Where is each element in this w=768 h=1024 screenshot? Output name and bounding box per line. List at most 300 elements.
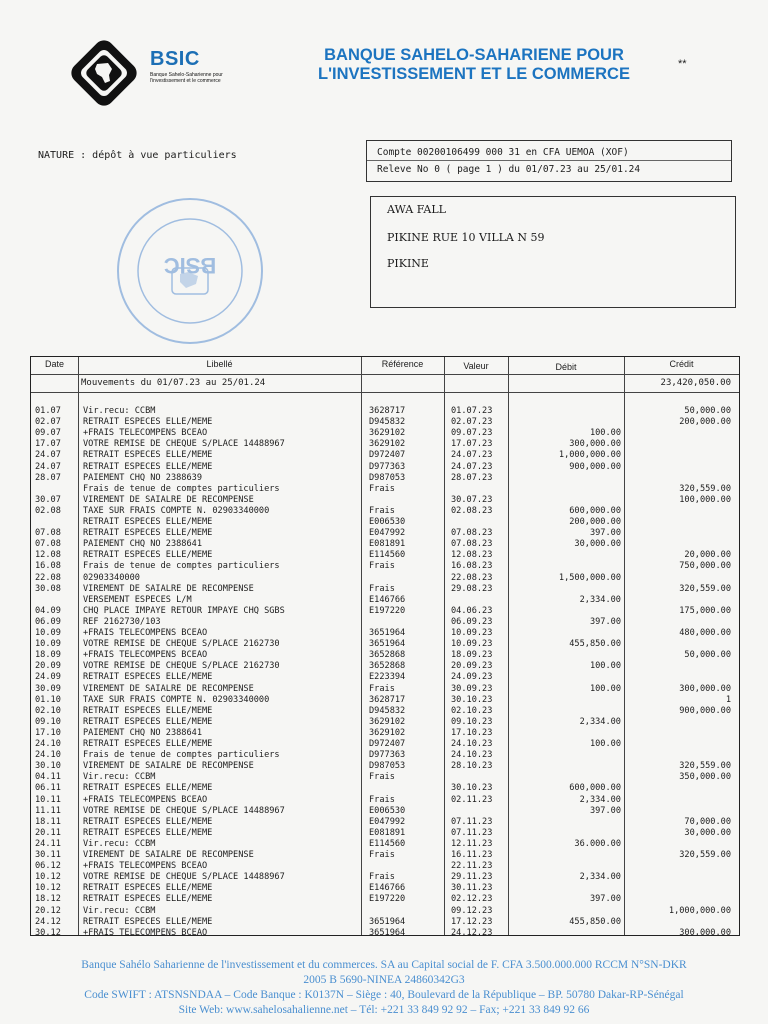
- cell-cre: 30,000.00: [684, 827, 731, 838]
- cell-date: 18.09: [35, 650, 61, 661]
- cell-lib: REF 2162730/103: [83, 616, 161, 627]
- cell-cre: 750,000.00: [679, 561, 731, 572]
- cell-ref: Frais: [369, 483, 395, 494]
- cell-ref: 3652868: [369, 661, 406, 672]
- table-row: [31, 473, 739, 484]
- cell-date: 24.07: [35, 450, 61, 461]
- cell-cre: 100,000.00: [679, 494, 731, 505]
- table-row: [31, 672, 739, 683]
- cell-ref: 3629102: [369, 716, 406, 727]
- cell-cre: 350,000.00: [679, 772, 731, 783]
- cell-val: 30.10.23: [451, 783, 493, 794]
- cell-date: 18.11: [35, 816, 61, 827]
- cell-lib: PAIEMENT CHQ NO 2388639: [83, 472, 202, 483]
- cell-ref: D977363: [369, 750, 406, 761]
- movements-period: Mouvements du 01/07.23 au 25/01.24: [81, 378, 266, 388]
- cell-date: 06.09: [35, 616, 61, 627]
- cell-val: 24.09.23: [451, 672, 493, 683]
- cell-lib: RETRAIT ESPECES ELLE/MEME: [83, 883, 213, 894]
- cell-deb: 600,000.00: [569, 783, 621, 794]
- cell-deb: 1,500,000.00: [558, 572, 621, 583]
- cell-lib: +FRAIS TELECOMPENS BCEAO: [83, 927, 208, 938]
- cell-date: 24.07: [35, 461, 61, 472]
- table-row: [31, 894, 739, 905]
- cell-lib: VERSEMENT ESPECES L/M: [83, 594, 192, 605]
- table-row: [31, 539, 739, 550]
- cell-date: 10.12: [35, 872, 61, 883]
- cell-date: 11.11: [35, 805, 61, 816]
- bank-title: [274, 46, 674, 84]
- cell-cre: 70,000.00: [684, 816, 731, 827]
- table-row: [31, 928, 739, 939]
- cell-lib: +FRAIS TELECOMPENS BCEAO: [83, 628, 208, 638]
- cell-date: 18.12: [35, 894, 61, 905]
- table-row: [31, 428, 739, 439]
- cell-lib: RETRAIT ESPECES ELLE/MEME: [83, 550, 213, 561]
- header-valeur: Valeur: [463, 361, 489, 371]
- cell-ref: Frais: [369, 794, 395, 805]
- cell-lib: +FRAIS TELECOMPENS BCEAO: [83, 650, 208, 661]
- cell-deb: 397.00: [589, 894, 621, 905]
- cell-ref: E006530: [369, 805, 406, 816]
- cell-val: 17.07.23: [451, 439, 493, 450]
- table-row: [31, 406, 739, 417]
- cell-lib: Frais de tenue de comptes particuliers: [83, 561, 280, 572]
- cell-lib: Frais de tenue de comptes particuliers: [83, 483, 280, 494]
- cell-lib: VOTRE REMISE DE CHEQUE S/PLACE 14488967: [83, 439, 285, 450]
- cell-date: 30.12: [35, 927, 61, 938]
- table-row: [31, 506, 739, 517]
- table-row: [31, 517, 739, 528]
- cell-val: 02.12.23: [451, 894, 493, 905]
- cell-lib: RETRAIT ESPECES ELLE/MEME: [83, 461, 213, 472]
- cell-lib: PAIEMENT CHQ NO 2388641: [83, 727, 202, 738]
- cell-ref: D945832: [369, 417, 406, 428]
- cell-deb: 397.00: [589, 528, 621, 539]
- table-row: [31, 495, 739, 506]
- cell-ref: 3651964: [369, 639, 406, 650]
- cell-ref: E114560: [369, 838, 406, 849]
- footer-line4: Site Web: www.sahelosahalienne.net – Tél: +221 33 849 92 92 – Fax; +221 33 849 92 66: [178, 1004, 590, 1016]
- cell-cre: 480,000.00: [679, 628, 731, 638]
- cell-val: 09.10.23: [451, 716, 493, 727]
- cell-lib: 02903340000: [83, 572, 140, 583]
- cell-date: 30.08: [35, 583, 61, 594]
- cell-deb: 36.000.00: [574, 838, 621, 849]
- logo-subtitle: Banque Sahelo-Saharienne pour l'investissement et le commerce: [150, 72, 223, 84]
- cell-date: 16.08: [35, 561, 61, 572]
- total-credit: 23,420,050.00: [660, 378, 731, 388]
- cell-val: 24.12.23: [451, 927, 493, 938]
- transactions-table: [30, 356, 740, 936]
- cell-val: 07.08.23: [451, 528, 493, 539]
- cell-ref: Frais: [369, 683, 395, 694]
- cell-deb: 100.00: [589, 739, 621, 749]
- cell-val: 28.10.23: [451, 761, 493, 772]
- table-row: [31, 839, 739, 850]
- cell-lib: VIREMENT DE SAIALRE DE RECOMPENSE: [83, 583, 254, 594]
- table-row: [31, 550, 739, 561]
- cell-ref: 3629102: [369, 727, 406, 738]
- cell-val: 29.11.23: [451, 872, 493, 883]
- cell-lib: RETRAIT ESPECES ELLE/MEME: [83, 705, 213, 716]
- cell-ref: Frais: [369, 872, 395, 883]
- cell-cre: 320,559.00: [679, 583, 731, 594]
- cell-val: 22.08.23: [451, 572, 493, 583]
- cell-date: 24.09: [35, 672, 61, 683]
- cell-ref: Frais: [369, 583, 395, 594]
- cell-lib: Frais de tenue de comptes particuliers: [83, 750, 280, 761]
- header-reference: Référence: [381, 359, 424, 369]
- table-row: [31, 750, 739, 761]
- cell-date: 06.11: [35, 783, 61, 794]
- table-row: [31, 817, 739, 828]
- cell-cre: 50,000.00: [684, 406, 731, 416]
- cell-lib: RETRAIT ESPECES ELLE/MEME: [83, 816, 213, 827]
- cell-ref: E047992: [369, 528, 406, 539]
- cell-ref: E114560: [369, 550, 406, 561]
- cell-date: 22.08: [35, 572, 61, 583]
- cell-val: 12.08.23: [451, 550, 493, 561]
- cell-ref: D987053: [369, 761, 406, 772]
- cell-cre: 320,559.00: [679, 483, 731, 494]
- cell-ref: E081891: [369, 827, 406, 838]
- table-row: [31, 906, 739, 917]
- cell-date: 10.11: [35, 794, 61, 805]
- cell-cre: 200,000.00: [679, 417, 731, 428]
- table-row: [31, 717, 739, 728]
- table-row: [31, 628, 739, 639]
- cell-ref: D977363: [369, 461, 406, 472]
- header-libelle: Libellé: [206, 359, 233, 369]
- cell-lib: +FRAIS TELECOMPENS BCEAO: [83, 428, 208, 439]
- cell-lib: PAIEMENT CHQ NO 2388641: [83, 539, 202, 550]
- cell-cre: 1: [725, 694, 731, 705]
- cell-date: 02.08: [35, 505, 61, 516]
- cell-ref: 3652868: [369, 650, 406, 661]
- cell-date: 17.10: [35, 727, 61, 738]
- cell-date: 20.09: [35, 661, 61, 672]
- cell-ref: 3629102: [369, 428, 406, 439]
- table-row: [31, 462, 739, 473]
- account-nature: NATURE : dépôt à vue particuliers: [38, 150, 237, 161]
- account-info-box: [366, 140, 732, 182]
- table-row: [31, 573, 739, 584]
- table-row: [31, 650, 739, 661]
- bank-title-line2: L'INVESTISSEMENT ET LE COMMERCE: [318, 65, 630, 83]
- cell-deb: 100.00: [589, 661, 621, 672]
- table-row: [31, 872, 739, 883]
- cell-lib: VIREMENT DE SAIALRE DE RECOMPENSE: [83, 494, 254, 505]
- cell-val: 09.07.23: [451, 428, 493, 439]
- cell-deb: 2,334.00: [579, 872, 621, 883]
- cell-date: 20.12: [35, 905, 61, 916]
- cell-deb: 30,000.00: [574, 539, 621, 550]
- cell-val: 02.07.23: [451, 417, 493, 428]
- cell-date: 30.10: [35, 761, 61, 772]
- customer-name: AWA FALL: [387, 203, 446, 216]
- cell-lib: +FRAIS TELECOMPENS BCEAO: [83, 794, 208, 805]
- cell-lib: RETRAIT ESPECES ELLE/MEME: [83, 716, 213, 727]
- cell-val: 09.12.23: [451, 905, 493, 916]
- table-row: [31, 417, 739, 428]
- cell-val: 12.11.23: [451, 838, 493, 849]
- cell-val: 30.10.23: [451, 694, 493, 705]
- table-row: [31, 639, 739, 650]
- cell-cre: 900,000.00: [679, 705, 731, 716]
- cell-ref: E197220: [369, 894, 406, 905]
- cell-lib: RETRAIT ESPECES ELLE/MEME: [83, 783, 213, 794]
- cell-val: 24.07.23: [451, 450, 493, 461]
- cell-val: 17.10.23: [451, 727, 493, 738]
- table-row: [31, 561, 739, 572]
- cell-val: 02.10.23: [451, 705, 493, 716]
- cell-deb: 200,000.00: [569, 517, 621, 527]
- cell-lib: Vir.recu: CCBM: [83, 905, 156, 916]
- cell-date: 30.07: [35, 494, 61, 505]
- table-row: [31, 806, 739, 817]
- header-date: Date: [44, 359, 64, 369]
- cell-ref: 3651964: [369, 628, 406, 638]
- cell-date: 06.12: [35, 861, 61, 872]
- cell-lib: TAXE SUR FRAIS COMPTE N. 02903340000: [83, 694, 270, 705]
- cell-lib: TAXE SUR FRAIS COMPTE N. 02903340000: [83, 505, 270, 516]
- cell-val: 10.09.23: [451, 628, 493, 638]
- cell-lib: RETRAIT ESPECES ELLE/MEME: [83, 672, 213, 683]
- cell-date: 07.08: [35, 528, 61, 539]
- table-row: [31, 606, 739, 617]
- cell-date: 30.09: [35, 683, 61, 694]
- header-credit: Crédit: [669, 359, 694, 369]
- cell-val: 01.07.23: [451, 406, 493, 416]
- cell-val: 30.09.23: [451, 683, 493, 694]
- cell-deb: 300,000.00: [569, 439, 621, 450]
- cell-ref: E146766: [369, 883, 406, 894]
- table-row: [31, 584, 739, 595]
- cell-deb: 600,000.00: [569, 505, 621, 516]
- logo-name: BSIC: [150, 48, 200, 70]
- cell-val: 07.11.23: [451, 827, 493, 838]
- cell-date: 09.10: [35, 716, 61, 727]
- cell-val: 28.07.23: [451, 472, 493, 483]
- cell-val: 02.08.23: [451, 505, 493, 516]
- cell-cre: 320,559.00: [679, 761, 731, 772]
- cell-val: 29.08.23: [451, 583, 493, 594]
- cell-date: 30.11: [35, 850, 61, 860]
- cell-date: 09.07: [35, 428, 61, 439]
- cell-lib: +FRAIS TELECOMPENS BCEAO: [83, 861, 208, 872]
- cell-lib: VOTRE REMISE DE CHEQUE S/PLACE 2162730: [83, 661, 280, 672]
- cell-lib: RETRAIT ESPECES ELLE/MEME: [83, 517, 213, 527]
- table-row: [31, 850, 739, 861]
- table-row: [31, 695, 739, 706]
- table-row: [31, 828, 739, 839]
- cell-date: 24.10: [35, 739, 61, 749]
- footer-line1: Banque Sahélo Saharienne de l'investissement et du commerces. SA au Capital social de F. CFA 3.500.000.000 RCCM N°SN-DKR: [81, 959, 687, 971]
- cell-lib: Vir.recu: CCBM: [83, 772, 156, 783]
- cell-ref: 3651964: [369, 916, 406, 927]
- cell-deb: 455,850.00: [569, 916, 621, 927]
- cell-val: 22.11.23: [451, 861, 493, 872]
- cell-val: 20.09.23: [451, 661, 493, 672]
- cell-cre: 175,000.00: [679, 605, 731, 616]
- cell-date: 24.10: [35, 750, 61, 761]
- header-debit: Débit: [555, 362, 577, 372]
- bsic-logo: [64, 38, 224, 108]
- cell-date: 10.09: [35, 639, 61, 650]
- table-row: [31, 617, 739, 628]
- table-row: [31, 783, 739, 794]
- cell-val: 24.10.23: [451, 739, 493, 749]
- svg-text:BSIC: BSIC: [163, 253, 217, 278]
- cell-ref: E223394: [369, 672, 406, 683]
- cell-lib: VOTRE REMISE DE CHEQUE S/PLACE 14488967: [83, 872, 285, 883]
- cell-deb: 1,000,000.00: [558, 450, 621, 461]
- cell-lib: VIREMENT DE SAIALRE DE RECOMPENSE: [83, 683, 254, 694]
- stars-mark: **: [678, 58, 687, 70]
- cell-val: 16.08.23: [451, 561, 493, 572]
- cell-date: 24.12: [35, 916, 61, 927]
- cell-ref: D972407: [369, 450, 406, 461]
- footer-line3: Code SWIFT : ATSNSNDAA – Code Banque : K0137N – Siège : 40, Boulevard de la République – BP. 50780 Dakar-RP-Sénégal: [84, 989, 684, 1001]
- cell-ref: Frais: [369, 772, 395, 783]
- cell-lib: VOTRE REMISE DE CHEQUE S/PLACE 2162730: [83, 639, 280, 650]
- cell-deb: 100.00: [589, 683, 621, 694]
- footer-line2: 2005 B 5690-NINEA 24860342G3: [303, 974, 465, 986]
- cell-date: 04.09: [35, 605, 61, 616]
- cell-val: 24.10.23: [451, 750, 493, 761]
- cell-lib: Vir.recu: CCBM: [83, 838, 156, 849]
- cell-val: 07.08.23: [451, 539, 493, 550]
- table-row: [31, 484, 739, 495]
- table-row: [31, 595, 739, 606]
- table-row: [31, 917, 739, 928]
- customer-city: PIKINE: [387, 257, 429, 270]
- cell-cre: 320,559.00: [679, 850, 731, 860]
- cell-val: 16.11.23: [451, 850, 493, 860]
- cell-lib: RETRAIT ESPECES ELLE/MEME: [83, 827, 213, 838]
- cell-date: 04.11: [35, 772, 61, 783]
- table-row: [31, 661, 739, 672]
- cell-date: 10.09: [35, 628, 61, 638]
- cell-deb: 2,334.00: [579, 594, 621, 605]
- cell-date: 02.07: [35, 417, 61, 428]
- cell-lib: RETRAIT ESPECES ELLE/MEME: [83, 916, 213, 927]
- cell-date: 01.10: [35, 694, 61, 705]
- cell-lib: RETRAIT ESPECES ELLE/MEME: [83, 528, 213, 539]
- statement-period-line: Releve No 0 ( page 1 ) du 01/07.23 au 25/01.24: [377, 164, 641, 175]
- table-row: [31, 861, 739, 872]
- table-row: [31, 439, 739, 450]
- cell-lib: VIREMENT DE SAIALRE DE RECOMPENSE: [83, 761, 254, 772]
- cell-val: 18.09.23: [451, 650, 493, 661]
- cell-deb: 397.00: [589, 616, 621, 627]
- cell-date: 01.07: [35, 406, 61, 416]
- bank-footer: [20, 958, 748, 1018]
- cell-date: 24.11: [35, 838, 61, 849]
- account-number-line: Compte 00200106499 000 31 en CFA UEMOA (XOF): [377, 147, 629, 158]
- cell-deb: 900,000.00: [569, 461, 621, 472]
- cell-ref: 3628717: [369, 406, 406, 416]
- cell-lib: RETRAIT ESPECES ELLE/MEME: [83, 894, 213, 905]
- cell-date: 12.08: [35, 550, 61, 561]
- cell-cre: 300,000.00: [679, 927, 731, 938]
- cell-date: 28.07: [35, 472, 61, 483]
- table-row: [31, 706, 739, 717]
- cell-val: 17.12.23: [451, 916, 493, 927]
- cell-cre: 300,000.00: [679, 683, 731, 694]
- cell-val: 06.09.23: [451, 616, 493, 627]
- cell-ref: Frais: [369, 850, 395, 860]
- cell-deb: 100.00: [589, 428, 621, 439]
- cell-ref: D987053: [369, 472, 406, 483]
- cell-deb: 455,850.00: [569, 639, 621, 650]
- cell-lib: RETRAIT ESPECES ELLE/MEME: [83, 417, 213, 428]
- cell-date: 17.07: [35, 439, 61, 450]
- cell-ref: D945832: [369, 705, 406, 716]
- cell-cre: 1,000,000.00: [668, 905, 731, 916]
- bank-stamp-icon: [110, 196, 270, 346]
- cell-ref: E146766: [369, 594, 406, 605]
- cell-date: 10.12: [35, 883, 61, 894]
- table-row: [31, 772, 739, 783]
- cell-ref: 3629102: [369, 439, 406, 450]
- cell-lib: RETRAIT ESPECES ELLE/MEME: [83, 450, 213, 461]
- table-row: [31, 728, 739, 739]
- cell-lib: VIREMENT DE SAIALRE DE RECOMPENSE: [83, 850, 254, 860]
- cell-val: 02.11.23: [451, 794, 493, 805]
- table-row: [31, 528, 739, 539]
- cell-val: 30.07.23: [451, 494, 493, 505]
- cell-date: 20.11: [35, 827, 61, 838]
- cell-val: 30.11.23: [451, 883, 493, 894]
- cell-deb: 397.00: [589, 805, 621, 816]
- cell-ref: Frais: [369, 561, 395, 572]
- bank-title-line1: BANQUE SAHELO-SAHARIENE POUR: [324, 46, 624, 64]
- table-row: [31, 739, 739, 750]
- cell-date: 02.10: [35, 705, 61, 716]
- cell-ref: E081891: [369, 539, 406, 550]
- cell-cre: 50,000.00: [684, 650, 731, 661]
- cell-ref: E047992: [369, 816, 406, 827]
- bsic-logo-mark-icon: [64, 38, 144, 108]
- cell-val: 24.07.23: [451, 461, 493, 472]
- table-row: [31, 761, 739, 772]
- cell-lib: VOTRE REMISE DE CHEQUE S/PLACE 14488967: [83, 805, 285, 816]
- cell-deb: 2,334.00: [579, 716, 621, 727]
- cell-cre: 20,000.00: [684, 550, 731, 561]
- cell-lib: Vir.recu: CCBM: [83, 406, 156, 416]
- cell-ref: Frais: [369, 505, 395, 516]
- cell-lib: RETRAIT ESPECES ELLE/MEME: [83, 739, 213, 749]
- cell-val: 10.09.23: [451, 639, 493, 650]
- table-row: [31, 883, 739, 894]
- cell-deb: 2,334.00: [579, 794, 621, 805]
- cell-ref: 3628717: [369, 694, 406, 705]
- cell-val: 04.06.23: [451, 605, 493, 616]
- table-row: [31, 795, 739, 806]
- cell-val: 07.11.23: [451, 816, 493, 827]
- cell-date: 07.08: [35, 539, 61, 550]
- table-row: [31, 684, 739, 695]
- cell-ref: E197220: [369, 605, 406, 616]
- customer-street: PIKINE RUE 10 VILLA N 59: [387, 231, 545, 244]
- table-row: [31, 450, 739, 461]
- address-box: [370, 196, 736, 308]
- cell-lib: CHQ PLACE IMPAYE RETOUR IMPAYE CHQ SGBS: [83, 605, 285, 616]
- cell-ref: D972407: [369, 739, 406, 749]
- cell-ref: 3651964: [369, 927, 406, 938]
